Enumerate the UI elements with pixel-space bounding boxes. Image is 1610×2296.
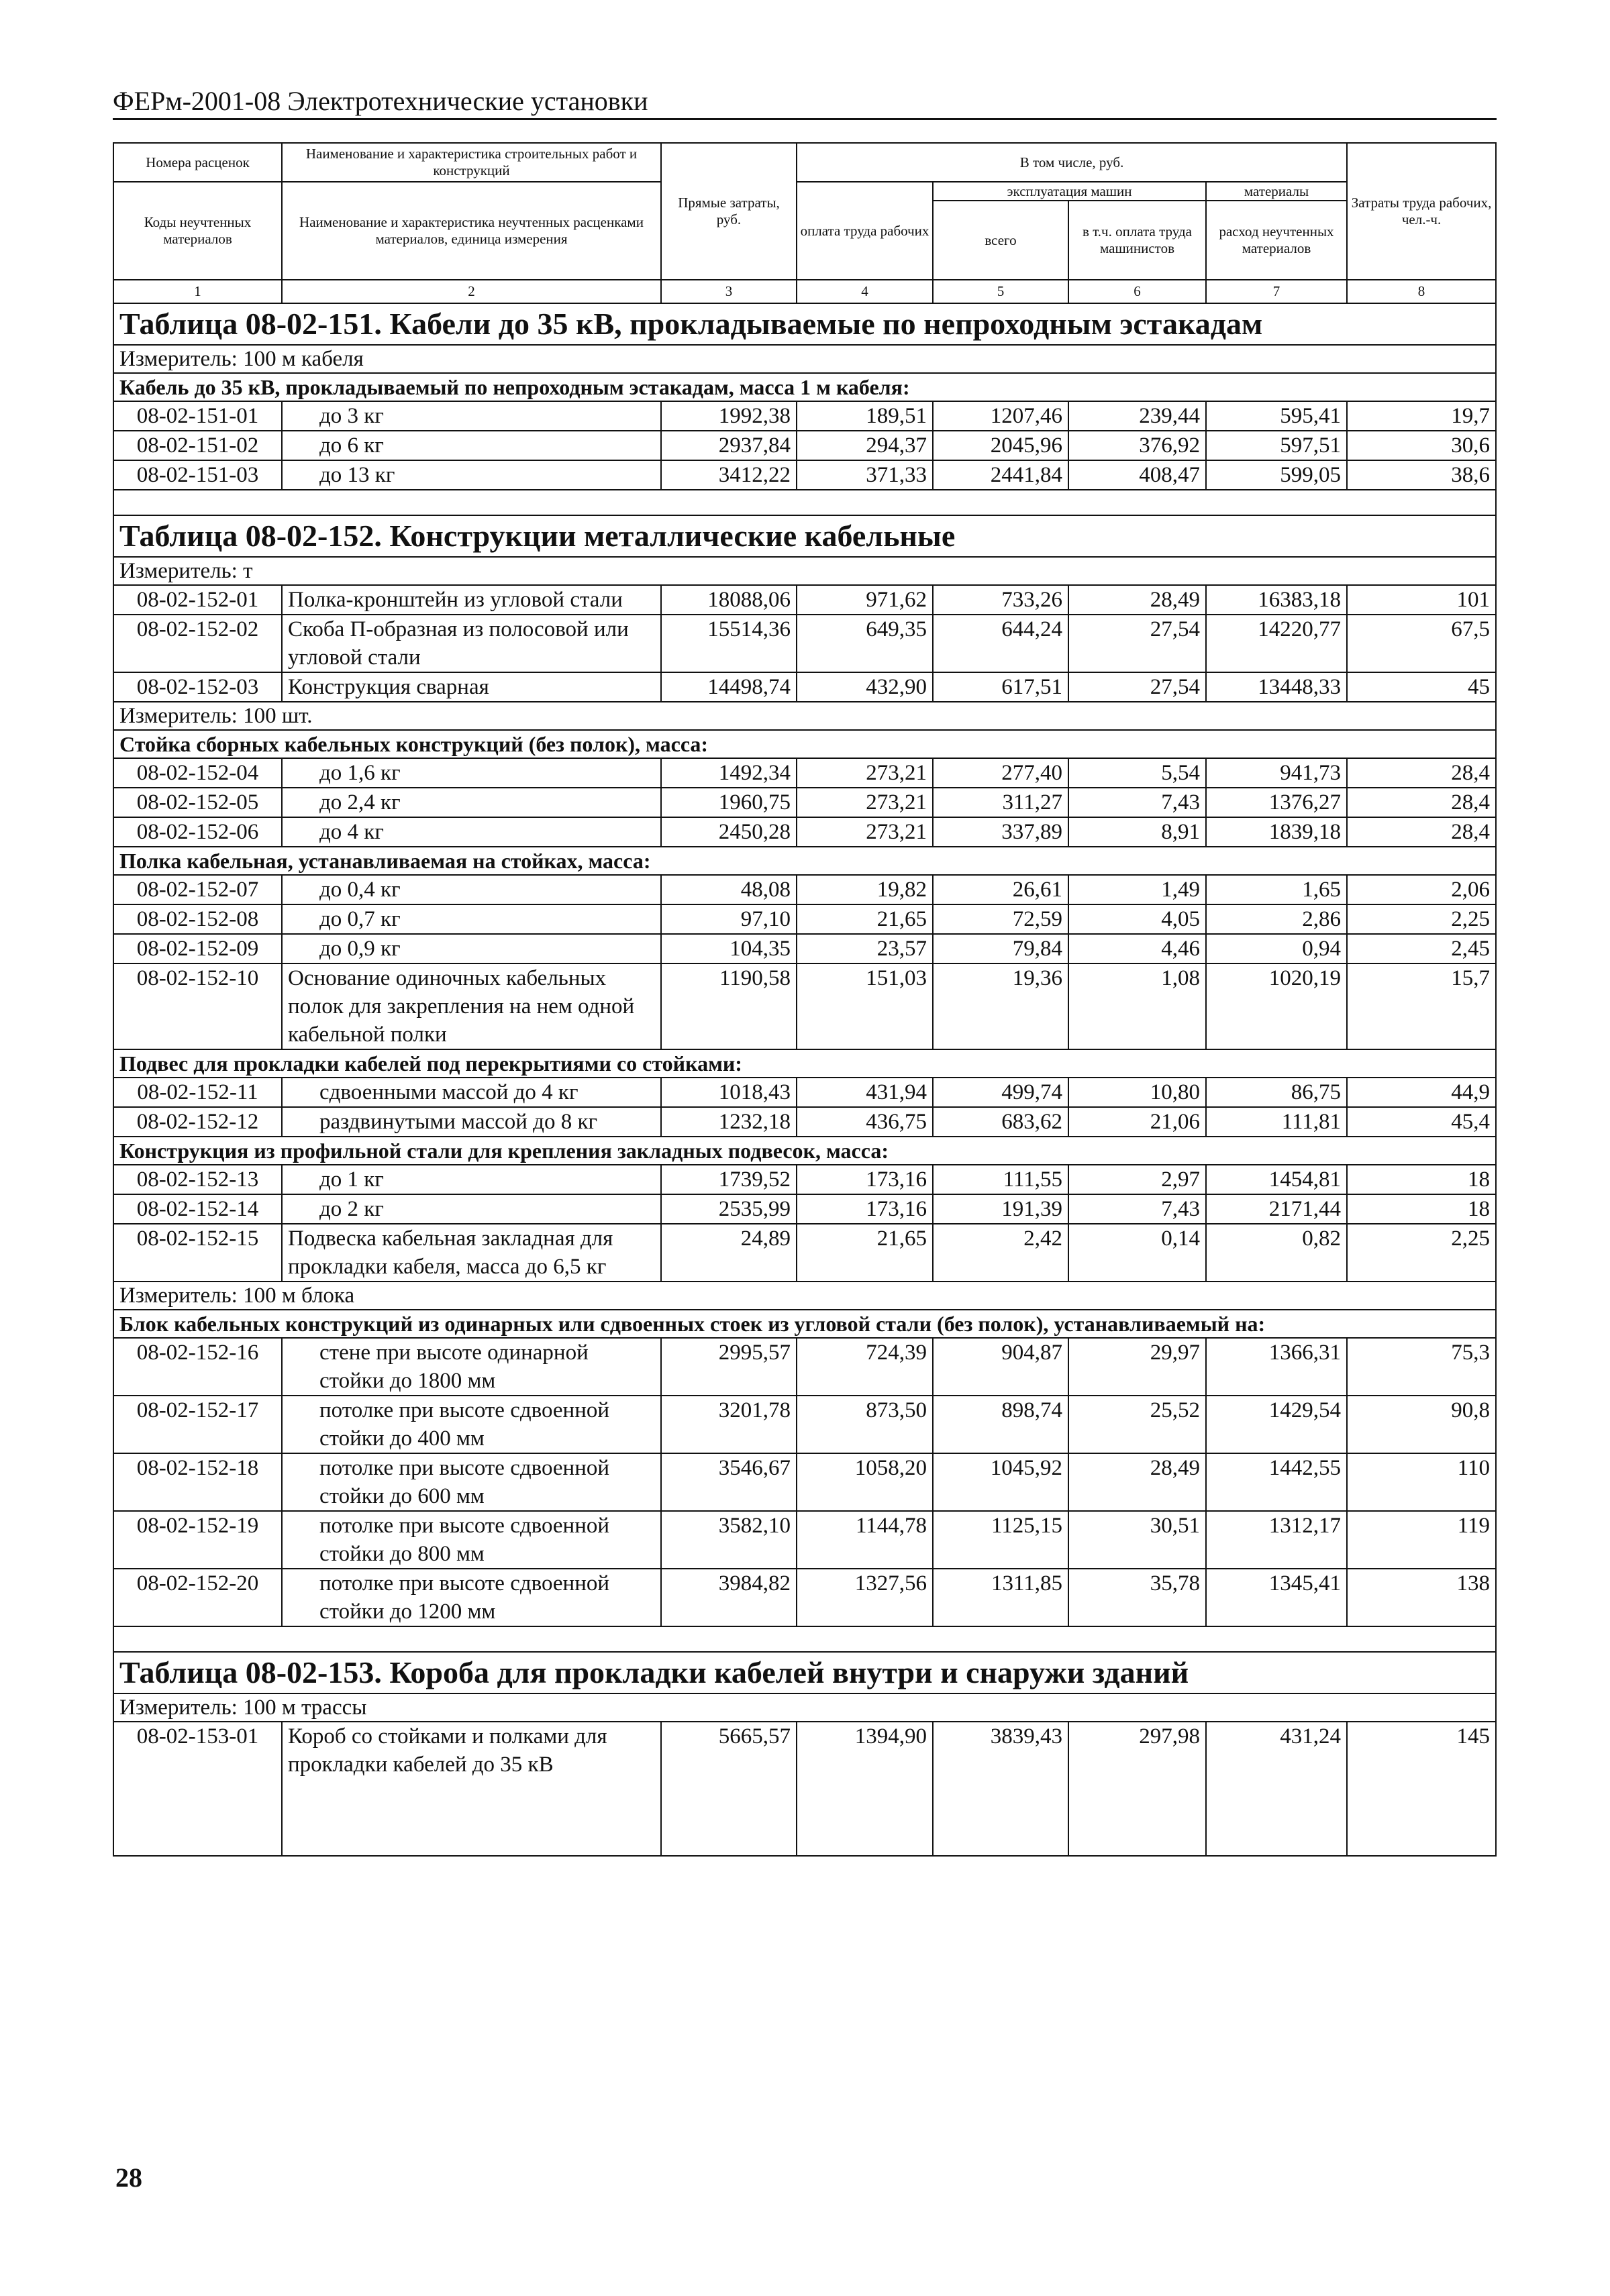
measure-unit-row [113,1282,1496,1310]
wages: 21,65 [797,1224,933,1282]
rates-table-body [113,143,1496,1856]
work-name: Полка-кронштейн из угловой стали [282,585,661,615]
machines-total: 617,51 [933,672,1068,702]
table-row [113,934,1496,963]
col-number: 8 [1347,280,1496,303]
group-heading-row [113,847,1496,875]
rate-code: 08-02-152-07 [113,875,282,904]
direct-costs: 97,10 [661,904,797,934]
direct-costs: 3412,22 [661,460,797,490]
machines-total: 644,24 [933,615,1068,672]
machines-total: 1045,92 [933,1453,1068,1511]
labor-hours: 15,7 [1347,963,1496,1049]
direct-costs: 2450,28 [661,817,797,847]
rate-code: 08-02-152-03 [113,672,282,702]
document-header: ФЕРм-2001-08 Электротехнические установки [113,86,1497,120]
table-row [113,1569,1496,1626]
wages: 1058,20 [797,1453,933,1511]
work-name: до 2,4 кг [282,788,661,817]
machinist-wages: 29,97 [1068,1338,1206,1396]
table-row [113,1338,1496,1396]
machines-total: 2441,84 [933,460,1068,490]
materials-cost: 595,41 [1206,401,1347,431]
labor-hours: 145 [1347,1722,1496,1856]
col-including: В том числе, руб. [797,143,1347,182]
machines-total: 499,74 [933,1078,1068,1107]
table-row [113,1165,1496,1194]
group-heading-row [113,1049,1496,1078]
materials-cost: 597,51 [1206,431,1347,460]
work-name: Подвеска кабельная закладная для прокладки кабеля, масса до 6,5 кг [282,1224,661,1282]
rate-code: 08-02-152-13 [113,1165,282,1194]
table-row [113,1078,1496,1107]
machinist-wages: 4,05 [1068,904,1206,934]
rate-code: 08-02-152-15 [113,1224,282,1282]
table-row [113,672,1496,702]
wages: 173,16 [797,1194,933,1224]
rate-code: 08-02-152-10 [113,963,282,1049]
direct-costs: 3984,82 [661,1569,797,1626]
table-row [113,401,1496,431]
machinist-wages: 4,46 [1068,934,1206,963]
machines-total: 1125,15 [933,1511,1068,1569]
machinist-wages: 8,91 [1068,817,1206,847]
table-row [113,963,1496,1049]
materials-cost: 1,65 [1206,875,1347,904]
table-row [113,1722,1496,1856]
machinist-wages: 297,98 [1068,1722,1206,1856]
rate-code: 08-02-152-17 [113,1396,282,1453]
machines-total: 191,39 [933,1194,1068,1224]
materials-cost: 0,94 [1206,934,1347,963]
wages: 273,21 [797,817,933,847]
col-labor: Затраты труда рабочих, чел.-ч. [1347,143,1496,280]
rate-code: 08-02-151-02 [113,431,282,460]
materials-cost: 86,75 [1206,1078,1347,1107]
table-row [113,431,1496,460]
table-row [113,1224,1496,1282]
direct-costs: 3582,10 [661,1511,797,1569]
machines-total: 904,87 [933,1338,1068,1396]
table-title-row [113,1652,1496,1693]
rate-code: 08-02-151-03 [113,460,282,490]
table-row [113,1396,1496,1453]
header-row-2 [113,182,1496,201]
wages: 436,75 [797,1107,933,1137]
machinist-wages: 25,52 [1068,1396,1206,1453]
machinist-wages: 35,78 [1068,1569,1206,1626]
table-row [113,875,1496,904]
col-number: 4 [797,280,933,303]
rate-code: 08-02-152-20 [113,1569,282,1626]
direct-costs: 48,08 [661,875,797,904]
col-number: 2 [282,280,661,303]
column-numbers-row [113,280,1496,303]
wages: 23,57 [797,934,933,963]
measure-unit-row [113,1693,1496,1722]
work-name: до 1 кг [282,1165,661,1194]
rate-code: 08-02-152-18 [113,1453,282,1511]
rates-table [113,142,1497,1857]
rate-code: 08-02-152-08 [113,904,282,934]
group-heading-row [113,730,1496,758]
header-row-1 [113,143,1496,182]
direct-costs: 1492,34 [661,758,797,788]
measure-unit: Измеритель: т [113,557,1496,585]
work-name: Конструкция сварная [282,672,661,702]
materials-cost: 2,86 [1206,904,1347,934]
materials-cost: 1312,17 [1206,1511,1347,1569]
spacer [113,1626,1496,1652]
rate-code: 08-02-152-04 [113,758,282,788]
wages: 273,21 [797,758,933,788]
machines-total: 733,26 [933,585,1068,615]
wages: 873,50 [797,1396,933,1453]
machinist-wages: 10,80 [1068,1078,1206,1107]
work-name: до 6 кг [282,431,661,460]
table-row [113,1453,1496,1511]
machinist-wages: 7,43 [1068,788,1206,817]
col-names-bottom: Наименование и характеристика неучтенных расценками материалов, единица измерения [282,182,661,280]
labor-hours: 30,6 [1347,431,1496,460]
labor-hours: 28,4 [1347,758,1496,788]
work-name: потолке при высоте сдвоенной стойки до 1200 мм [282,1569,661,1626]
machinist-wages: 27,54 [1068,672,1206,702]
measure-unit-row [113,345,1496,373]
wages: 273,21 [797,788,933,817]
materials-cost: 599,05 [1206,460,1347,490]
labor-hours: 101 [1347,585,1496,615]
table-row [113,585,1496,615]
labor-hours: 75,3 [1347,1338,1496,1396]
direct-costs: 1190,58 [661,963,797,1049]
rate-code: 08-02-152-11 [113,1078,282,1107]
labor-hours: 2,25 [1347,1224,1496,1282]
work-name: до 0,7 кг [282,904,661,934]
machinist-wages: 1,08 [1068,963,1206,1049]
work-name: до 2 кг [282,1194,661,1224]
machines-total: 19,36 [933,963,1068,1049]
wages: 1144,78 [797,1511,933,1569]
work-name: потолке при высоте сдвоенной стойки до 600 мм [282,1453,661,1511]
materials-cost: 1454,81 [1206,1165,1347,1194]
col-number: 5 [933,280,1068,303]
direct-costs: 15514,36 [661,615,797,672]
col-number: 3 [661,280,797,303]
wages: 1394,90 [797,1722,933,1856]
work-name: раздвинутыми массой до 8 кг [282,1107,661,1137]
measure-unit: Измеритель: 100 м кабеля [113,345,1496,373]
machinist-wages: 28,49 [1068,1453,1206,1511]
materials-cost: 14220,77 [1206,615,1347,672]
machinist-wages: 408,47 [1068,460,1206,490]
wages: 21,65 [797,904,933,934]
col-number: 1 [113,280,282,303]
direct-costs: 1960,75 [661,788,797,817]
machines-total: 79,84 [933,934,1068,963]
wages: 432,90 [797,672,933,702]
work-name: стене при высоте одинарной стойки до 1800 мм [282,1338,661,1396]
materials-cost: 1839,18 [1206,817,1347,847]
col-machinist-wages: в т.ч. оплата труда машинистов [1068,201,1206,280]
table-title: Таблица 08-02-152. Конструкции металлические кабельные [113,515,1496,557]
rate-code: 08-02-152-05 [113,788,282,817]
spacer-row [113,490,1496,515]
group-heading: Кабель до 35 кВ, прокладываемый по непроходным эстакадам, масса 1 м кабеля: [113,373,1496,401]
materials-cost: 1020,19 [1206,963,1347,1049]
table-row [113,758,1496,788]
group-heading: Стойка сборных кабельных конструкций (без полок), масса: [113,730,1496,758]
rate-code: 08-02-153-01 [113,1722,282,1856]
labor-hours: 44,9 [1347,1078,1496,1107]
labor-hours: 18 [1347,1165,1496,1194]
labor-hours: 45,4 [1347,1107,1496,1137]
table-title-row [113,515,1496,557]
group-heading: Конструкция из профильной стали для крепления закладных подвесок, масса: [113,1137,1496,1165]
table-row [113,817,1496,847]
work-name: до 0,4 кг [282,875,661,904]
direct-costs: 1739,52 [661,1165,797,1194]
machines-total: 277,40 [933,758,1068,788]
materials-cost: 431,24 [1206,1722,1347,1856]
measure-unit: Измеритель: 100 м трассы [113,1693,1496,1722]
col-codes-top: Номера расценок [113,143,282,182]
spacer [113,490,1496,515]
col-wages: оплата труда рабочих [797,182,933,280]
wages: 151,03 [797,963,933,1049]
labor-hours: 38,6 [1347,460,1496,490]
wages: 971,62 [797,585,933,615]
rate-code: 08-02-152-01 [113,585,282,615]
direct-costs: 3546,67 [661,1453,797,1511]
machinist-wages: 27,54 [1068,615,1206,672]
work-name: Скоба П-образная из полосовой или угловой стали [282,615,661,672]
work-name: до 3 кг [282,401,661,431]
rate-code: 08-02-151-01 [113,401,282,431]
wages: 431,94 [797,1078,933,1107]
wages: 724,39 [797,1338,933,1396]
machines-total: 3839,43 [933,1722,1068,1856]
labor-hours: 19,7 [1347,401,1496,431]
labor-hours: 110 [1347,1453,1496,1511]
machines-total: 72,59 [933,904,1068,934]
machines-total: 683,62 [933,1107,1068,1137]
labor-hours: 2,25 [1347,904,1496,934]
labor-hours: 45 [1347,672,1496,702]
materials-cost: 1376,27 [1206,788,1347,817]
labor-hours: 90,8 [1347,1396,1496,1453]
wages: 1327,56 [797,1569,933,1626]
machinist-wages: 7,43 [1068,1194,1206,1224]
machinist-wages: 0,14 [1068,1224,1206,1282]
machines-total: 1311,85 [933,1569,1068,1626]
machines-total: 311,27 [933,788,1068,817]
direct-costs: 3201,78 [661,1396,797,1453]
machines-total: 898,74 [933,1396,1068,1453]
materials-cost: 0,82 [1206,1224,1347,1282]
direct-costs: 1232,18 [661,1107,797,1137]
col-number: 7 [1206,280,1347,303]
table-row [113,904,1496,934]
direct-costs: 14498,74 [661,672,797,702]
labor-hours: 2,06 [1347,875,1496,904]
wages: 173,16 [797,1165,933,1194]
table-title-row [113,303,1496,345]
table-title: Таблица 08-02-153. Короба для прокладки кабелей внутри и снаружи зданий [113,1652,1496,1693]
table-row [113,615,1496,672]
col-number: 6 [1068,280,1206,303]
wages: 19,82 [797,875,933,904]
machines-total: 337,89 [933,817,1068,847]
machinist-wages: 30,51 [1068,1511,1206,1569]
col-machines: эксплуатация машин [933,182,1206,201]
direct-costs: 2535,99 [661,1194,797,1224]
work-name: до 4 кг [282,817,661,847]
machines-total: 26,61 [933,875,1068,904]
machinist-wages: 28,49 [1068,585,1206,615]
wages: 371,33 [797,460,933,490]
group-heading: Подвес для прокладки кабелей под перекрытиями со стойками: [113,1049,1496,1078]
machinist-wages: 376,92 [1068,431,1206,460]
labor-hours: 119 [1347,1511,1496,1569]
group-heading-row [113,373,1496,401]
wages: 649,35 [797,615,933,672]
rate-code: 08-02-152-16 [113,1338,282,1396]
col-names-top: Наименование и характеристика строительных работ и конструкций [282,143,661,182]
direct-costs: 104,35 [661,934,797,963]
wages: 294,37 [797,431,933,460]
materials-cost: 1345,41 [1206,1569,1347,1626]
work-name: потолке при высоте сдвоенной стойки до 800 мм [282,1511,661,1569]
materials-cost: 16383,18 [1206,585,1347,615]
col-materials-use: расход неучтенных материалов [1206,201,1347,280]
table-row [113,460,1496,490]
labor-hours: 28,4 [1347,817,1496,847]
materials-cost: 2171,44 [1206,1194,1347,1224]
rate-code: 08-02-152-12 [113,1107,282,1137]
materials-cost: 1442,55 [1206,1453,1347,1511]
rate-code: 08-02-152-19 [113,1511,282,1569]
col-codes-bottom: Коды неучтенных материалов [113,182,282,280]
rate-code: 08-02-152-06 [113,817,282,847]
work-name: до 1,6 кг [282,758,661,788]
direct-costs: 2937,84 [661,431,797,460]
machinist-wages: 21,06 [1068,1107,1206,1137]
direct-costs: 1992,38 [661,401,797,431]
machinist-wages: 239,44 [1068,401,1206,431]
direct-costs: 24,89 [661,1224,797,1282]
work-name: Основание одиночных кабельных полок для закрепления на нем одной кабельной полки [282,963,661,1049]
work-name: до 13 кг [282,460,661,490]
measure-unit: Измеритель: 100 м блока [113,1282,1496,1310]
group-heading: Блок кабельных конструкций из одинарных или сдвоенных стоек из угловой стали (без полок), устанавливаемый на: [113,1310,1496,1338]
machinist-wages: 5,54 [1068,758,1206,788]
col-direct-costs: Прямые затраты, руб. [661,143,797,280]
table-title: Таблица 08-02-151. Кабели до 35 кВ, прокладываемые по непроходным эстакадам [113,303,1496,345]
rate-code: 08-02-152-02 [113,615,282,672]
direct-costs: 1018,43 [661,1078,797,1107]
page-number: 28 [115,2162,142,2193]
labor-hours: 2,45 [1347,934,1496,963]
labor-hours: 138 [1347,1569,1496,1626]
machines-total: 1207,46 [933,401,1068,431]
spacer-row [113,1626,1496,1652]
measure-unit-row [113,702,1496,730]
machines-total: 111,55 [933,1165,1068,1194]
direct-costs: 5665,57 [661,1722,797,1856]
col-machines-total: всего [933,201,1068,280]
machinist-wages: 2,97 [1068,1165,1206,1194]
work-name: сдвоенными массой до 4 кг [282,1078,661,1107]
direct-costs: 2995,57 [661,1338,797,1396]
work-name: до 0,9 кг [282,934,661,963]
col-materials: материалы [1206,182,1347,201]
direct-costs: 18088,06 [661,585,797,615]
work-name: Короб со стойками и полками для прокладки кабелей до 35 кВ [282,1722,661,1856]
table-row [113,788,1496,817]
machines-total: 2,42 [933,1224,1068,1282]
table-row [113,1511,1496,1569]
materials-cost: 13448,33 [1206,672,1347,702]
labor-hours: 67,5 [1347,615,1496,672]
group-heading-row [113,1310,1496,1338]
rate-code: 08-02-152-09 [113,934,282,963]
table-row [113,1194,1496,1224]
materials-cost: 941,73 [1206,758,1347,788]
labor-hours: 28,4 [1347,788,1496,817]
materials-cost: 1366,31 [1206,1338,1347,1396]
materials-cost: 111,81 [1206,1107,1347,1137]
machinist-wages: 1,49 [1068,875,1206,904]
work-name: потолке при высоте сдвоенной стойки до 400 мм [282,1396,661,1453]
group-heading: Полка кабельная, устанавливаемая на стойках, масса: [113,847,1496,875]
machines-total: 2045,96 [933,431,1068,460]
table-row [113,1107,1496,1137]
labor-hours: 18 [1347,1194,1496,1224]
rate-code: 08-02-152-14 [113,1194,282,1224]
measure-unit: Измеритель: 100 шт. [113,702,1496,730]
measure-unit-row [113,557,1496,585]
group-heading-row [113,1137,1496,1165]
wages: 189,51 [797,401,933,431]
materials-cost: 1429,54 [1206,1396,1347,1453]
